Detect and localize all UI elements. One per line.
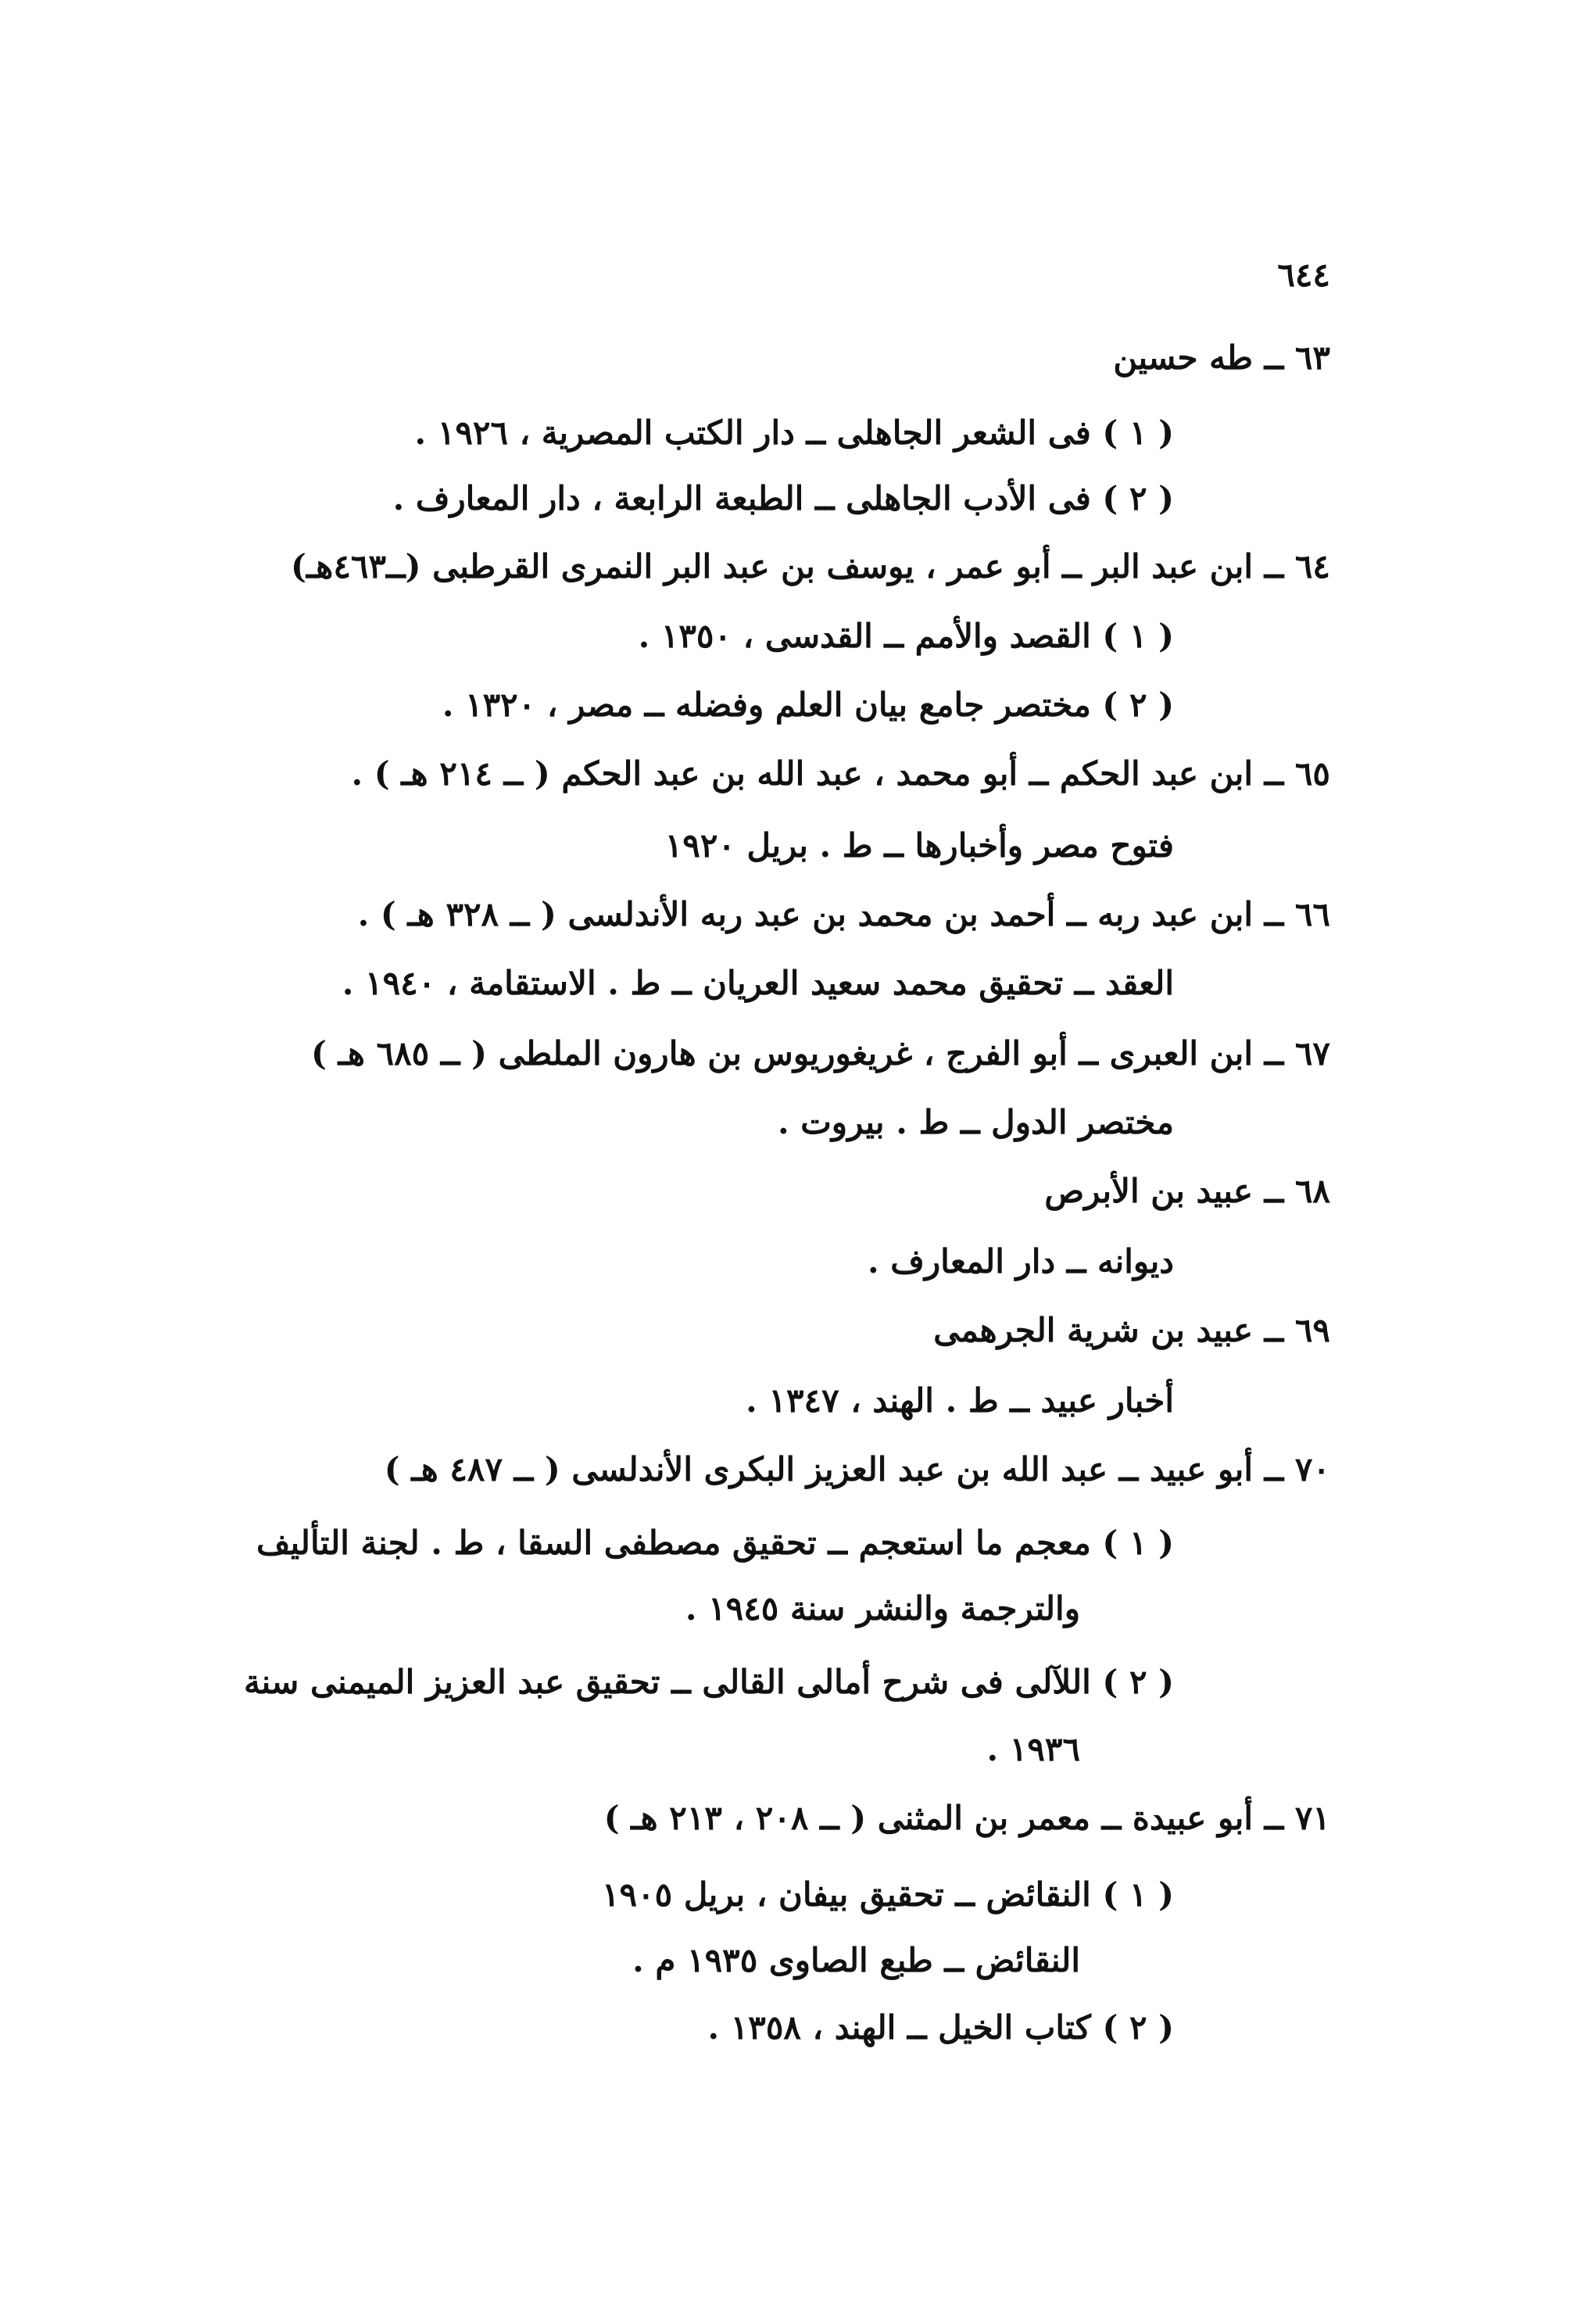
entry-67-heading: ٦٧ ــ ابن العبرى ــ أبو الفرج ، غريغوريوس بن هارون الملطى ( ــ ٦٨٥ هـ ) bbox=[310, 1034, 1330, 1073]
entry-70-heading: ٧٠ ــ أبو عبيد ــ عبد الله بن عبد العزيز البكرى الأندلسى ( ــ ٤٨٧ هـ ) bbox=[384, 1450, 1330, 1488]
entry-68-heading: ٦٨ ــ عبيد بن الأبرص bbox=[1044, 1172, 1330, 1210]
entry-64-heading: ٦٤ ــ ابن عبد البر ــ أبو عمر ، يوسف بن عبد البر النمرى القرطبى (ــ٤٦٣هـ) bbox=[291, 547, 1330, 586]
entry-69-heading: ٦٩ ــ عبيد بن شرية الجرهمى bbox=[933, 1311, 1330, 1349]
entry-64-item-2: ( ٢ ) مختصر جامع بيان العلم وفضله ــ مصر ، ١٣٢٠ . bbox=[442, 686, 1174, 724]
entry-70-item-1: ( ١ ) معجم ما استعجم ــ تحقيق مصطفى السقا ، ط . لجنة التأليف bbox=[256, 1524, 1174, 1562]
page-number: ٦٤٤ bbox=[1277, 256, 1330, 294]
entry-69-work: أخبار عبيد ــ ط . الهند ، ١٣٤٧ . bbox=[746, 1381, 1174, 1420]
entry-66-heading: ٦٦ ــ ابن عبد ربه ــ أحمد بن محمد بن عبد ربه الأندلسى ( ــ ٣٢٨ هـ ) . bbox=[357, 895, 1330, 933]
entry-63-item-2: ( ٢ ) فى الأدب الجاهلى ــ الطبعة الرابعة ، دار المعارف . bbox=[392, 479, 1174, 518]
entry-71-item-2: ( ٢ ) كتاب الخيل ــ الهند ، ١٣٥٨ . bbox=[707, 2008, 1174, 2047]
entry-71-item-1-cont: النقائض ــ طبع الصاوى ١٩٣٥ م . bbox=[632, 1941, 1080, 1979]
entry-70-item-1-cont: والترجمة والنشر سنة ١٩٤٥ . bbox=[685, 1589, 1080, 1628]
entry-67-work: مختصر الدول ــ ط . بيروت . bbox=[778, 1103, 1174, 1141]
entry-68-work: ديوانه ــ دار المعارف . bbox=[868, 1242, 1174, 1280]
entry-66-work: العقد ــ تحقيق محمد سعيد العريان ــ ط . الاستقامة ، ١٩٤٠ . bbox=[342, 964, 1174, 1002]
entry-71-heading: ٧١ ــ أبو عبيدة ــ معمر بن المثنى ( ــ ٢٠٨ ، ٢١٣ هـ ) bbox=[603, 1799, 1330, 1837]
entry-70-item-2-cont: ١٩٣٦ . bbox=[986, 1730, 1080, 1768]
entry-71-item-1: ( ١ ) النقائض ــ تحقيق بيفان ، بريل ١٩٠٥ bbox=[602, 1875, 1174, 1914]
entry-65-heading: ٦٥ ــ ابن عبد الحكم ــ أبو محمد ، عبد الله بن عبد الحكم ( ــ ٢١٤ هـ ) . bbox=[351, 754, 1330, 793]
entry-64-item-1: ( ١ ) القصد والأمم ــ القدسى ، ١٣٥٠ . bbox=[638, 617, 1174, 655]
entry-70-item-2: ( ٢ ) اللآلى فى شرح أمالى القالى ــ تحقيق عبد العزيز الميمنى سنة bbox=[243, 1663, 1174, 1701]
entry-65-work: فتوح مصر وأخبارها ــ ط . بريل ١٩٢٠ bbox=[664, 826, 1174, 865]
entry-63-item-1: ( ١ ) فى الشعر الجاهلى ــ دار الكتب المصرية ، ١٩٢٦ . bbox=[414, 414, 1174, 452]
entry-63-heading: ٦٣ ــ طه حسين bbox=[1113, 338, 1330, 377]
